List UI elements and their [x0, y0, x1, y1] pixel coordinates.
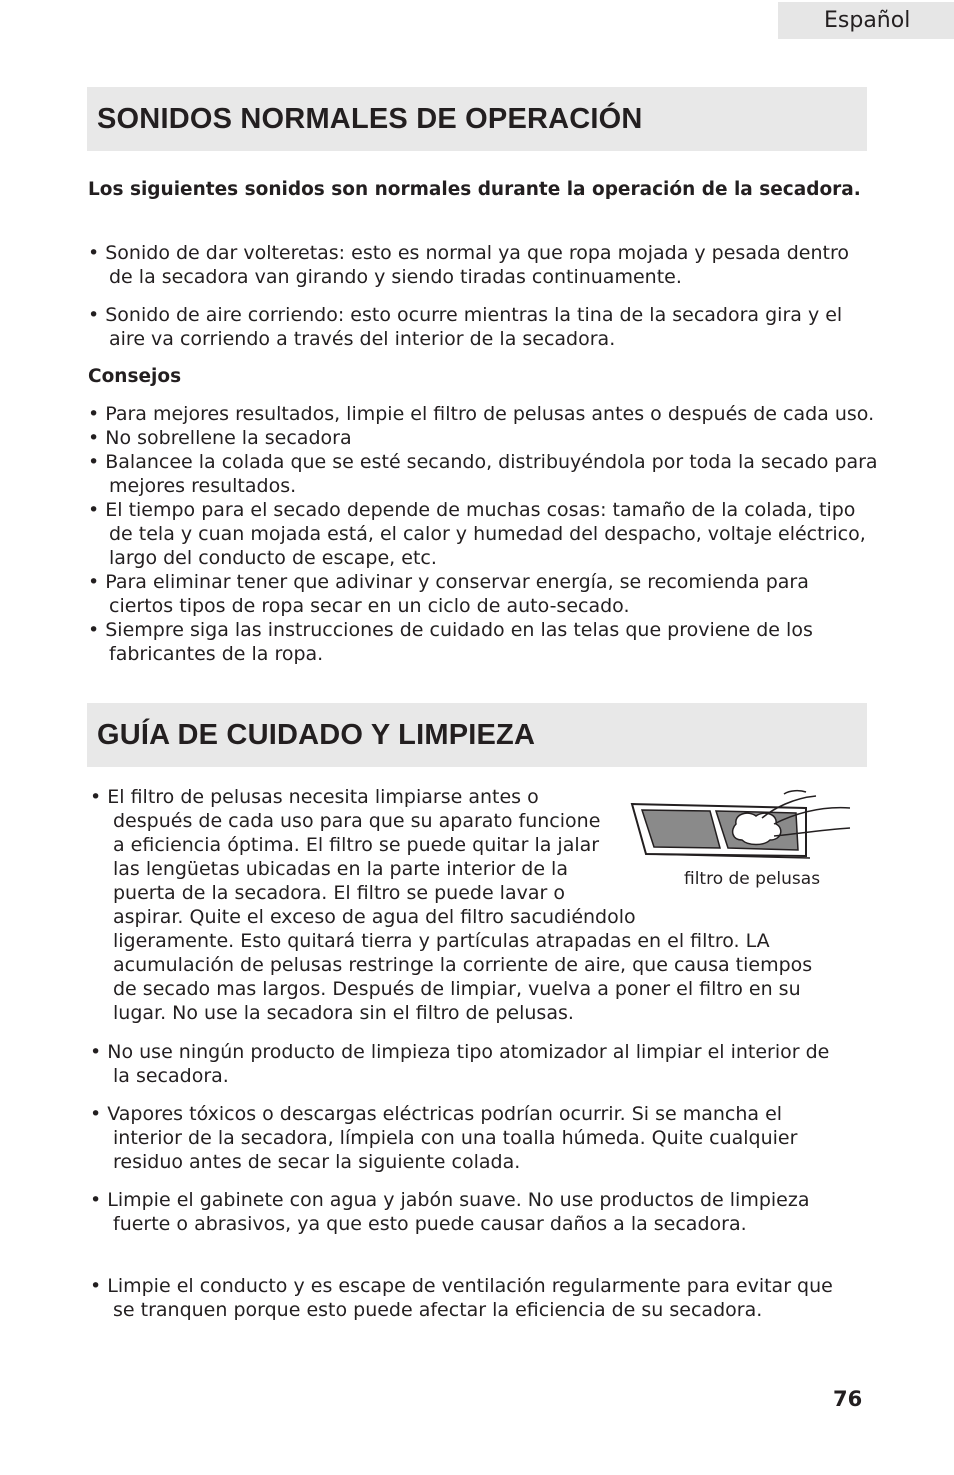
- list-item: • Para mejores resultados, limpie el filtro de pelusas antes o después de cada uso.: [88, 403, 875, 425]
- tips-list: [88, 402, 878, 666]
- text-line: lugar. No use la secadora sin el filtro de pelusas.: [113, 1002, 574, 1024]
- page-number: 76: [833, 1387, 863, 1411]
- care-item-text: • Limpie el conducto y es escape de ventilación regularmente para evitar que se tranquen porque esto puede afectar la eficiencia de su secadora.: [90, 1275, 833, 1321]
- section-title-care: GUÍA DE CUIDADO Y LIMPIEZA: [97, 719, 536, 751]
- section-header-sounds: [87, 87, 867, 151]
- care-item-text: • No use ningún producto de limpieza tipo atomizador al limpiar el interior de la secadora.: [90, 1041, 830, 1087]
- list-item: • Siempre siga las instrucciones de cuidado en las telas que proviene de los fabricantes de la ropa.: [88, 619, 813, 665]
- text-line: acumulación de pelusas restringe la corriente de aire, que causa tiempos: [113, 954, 813, 976]
- care-item-toxic-vapors: [90, 1102, 850, 1174]
- tips-heading: Consejos: [88, 366, 182, 387]
- text-line: aspirar. Quite el exceso de agua del filtro sacudiéndolo: [113, 906, 636, 928]
- text-line: después de cada uso para que su aparato funcione: [113, 810, 601, 832]
- sound-item-text: • Sonido de dar volteretas: esto es normal ya que ropa mojada y pesada dentro de la secadora van girando y siendo tiradas continuamente.: [88, 242, 849, 288]
- text-line: ligeramente. Esto quitará tierra y partículas atrapadas en el filtro. LA: [113, 930, 770, 952]
- list-item: • No sobrellene la secadora: [88, 427, 352, 449]
- language-tab: Español: [778, 2, 954, 39]
- text-line: de secado mas largos. Después de limpiar, vuelva a poner el filtro en su: [113, 978, 801, 1000]
- sound-item-text: • Sonido de aire corriendo: esto ocurre mientras la tina de la secadora gira y el aire va corriendo a través del interior de la secadora.: [88, 304, 843, 350]
- care-item-cabinet: [90, 1188, 850, 1236]
- text-line: • El filtro de pelusas necesita limpiarse antes o: [90, 786, 539, 808]
- text-line: a eficiencia óptima. El filtro se puede quitar la jalar: [113, 834, 600, 856]
- text-line: puerta de la secadora. El filtro se puede lavar o: [113, 882, 565, 904]
- care-item-exhaust: [90, 1274, 850, 1322]
- section-header-care: [87, 703, 867, 767]
- list-item: • Balancee la colada que se esté secando, distribuyéndola por toda la secado para mejores resultados.: [88, 451, 878, 497]
- section-title-sounds: SONIDOS NORMALES DE OPERACIÓN: [97, 103, 643, 135]
- care-item-text: • Limpie el gabinete con agua y jabón suave. No use productos de limpieza fuerte o abrasivos, ya que esto puede causar daños a la secadora.: [90, 1189, 810, 1235]
- care-item-no-spray: [90, 1040, 850, 1088]
- care-item-lint-filter: [90, 785, 830, 1025]
- sounds-intro: Los siguientes sonidos son normales durante la operación de la secadora.: [88, 179, 861, 200]
- care-item-text: • Vapores tóxicos o descargas eléctricas podrían ocurrir. Si se mancha el interior de la secadora, límpiela con una toalla húmeda. Quite cualquier residuo antes de secar la siguiente colada.: [90, 1103, 798, 1173]
- list-item: • El tiempo para el secado depende de muchas cosas: tamaño de la colada, tipo de tela y cuan mojada está, el calor y humedad del despacho, voltaje eléctrico, largo del conducto de escape, etc.: [88, 499, 866, 569]
- text-line: las lengüetas ubicadas en la parte interior de la: [113, 858, 568, 880]
- figure-caption: filtro de pelusas: [684, 869, 821, 889]
- sound-item-tumbling: [88, 241, 878, 289]
- list-item: • Para eliminar tener que adivinar y conservar energía, se recomienda para ciertos tipos de ropa secar en un ciclo de auto-secado.: [88, 571, 809, 617]
- sound-item-air: [88, 303, 878, 351]
